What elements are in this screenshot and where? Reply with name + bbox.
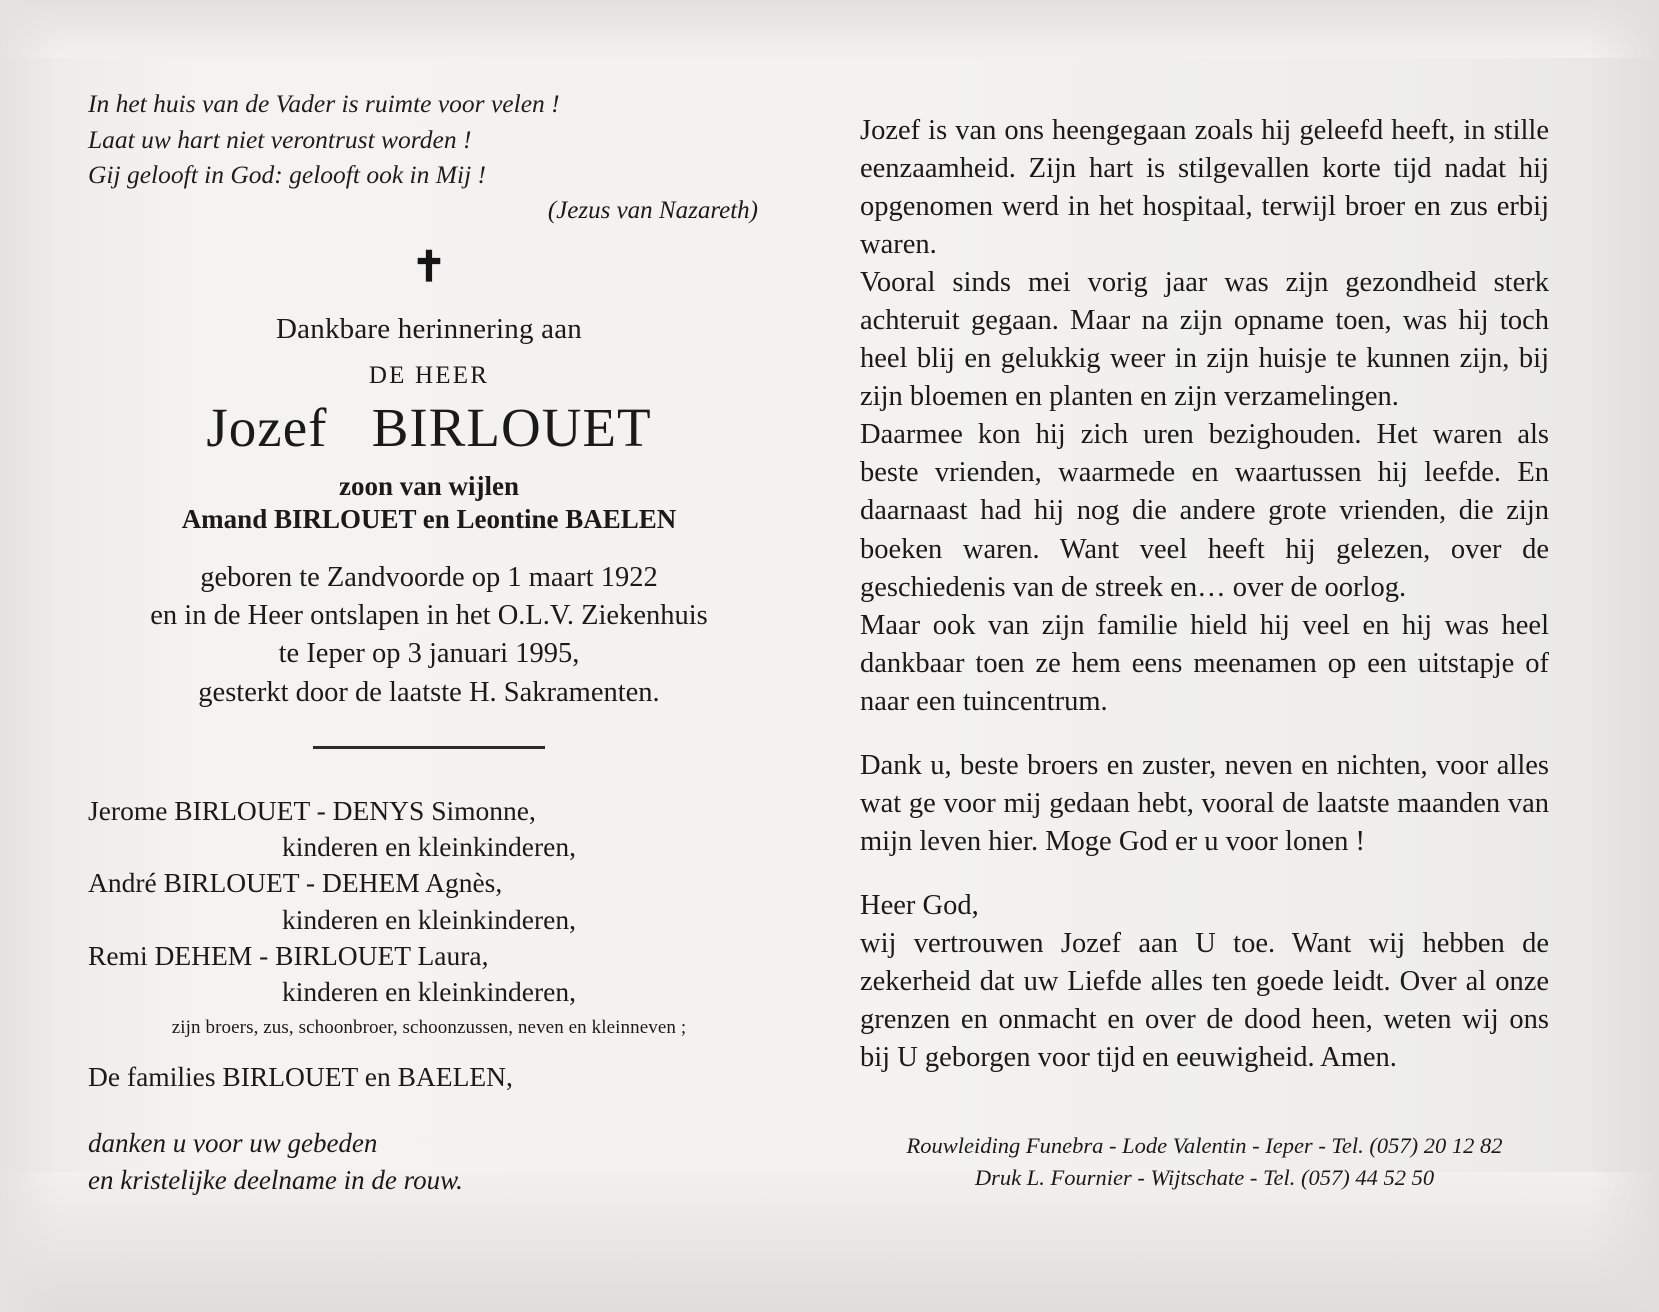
paragraph-prayer: wij vertrouwen Jozef aan U toe. Want wij hebben de zekerheid dat uw Liefde alles ten goede leidt. Over al onze grenzen en onmacht en over de dood heen, weten wij ons bij U geborgen voor tijd en eeuwigheid. Amen. [860,927,1549,1074]
list-item: kinderen en kleinkinderen, [282,831,576,863]
funeral-director-line: Rouwleiding Funebra - Lode Valentin - Ieper - Tel. (057) 20 12 82 [906,1133,1503,1159]
printer-credits [860,1130,1549,1194]
verse-line-2: Laat uw hart niet verontrust worden ! [88,124,472,154]
list-item: kinderen en kleinkinderen, [282,976,576,1008]
eulogy-text [860,112,1549,1077]
paragraph: Maar ook van zijn familie hield hij veel en hij was heel dankbaar toen ze hem eens meenamen op een uitstapje of naar een tuincentrum. [860,609,1549,717]
honorific-title: DE HEER [368,362,490,390]
verse-attribution: (Jezus van Nazareth) [547,197,758,225]
paragraph: Jozef is van ons heengegaan zoals hij geleefd heeft, in stille eenzaamheid. Zijn hart is stilgevallen korte tijd nadat hij opgenomen werd in het hospitaal, terwijl broer en zus erbij waren. [860,115,1549,261]
list-item: Jerome BIRLOUET - DENYS Simonne, [88,794,536,826]
bible-verse [88,86,770,193]
verse-line-1: In het huis van de Vader is ruimte voor velen ! [88,89,560,118]
memoriam-intro: Dankbare herinnering aan [276,313,582,346]
detail-line-1: geboren te Zandvoorde op 1 maart 1922 [200,562,658,594]
parents-names: Amand BIRLOUET en Leontine BAELEN [181,504,677,535]
deceased-last-name: BIRLOUET [371,397,652,459]
deceased-name [88,396,770,459]
detail-line-3: te Ieper op 3 januari 1995, [278,638,580,670]
thanks-line-1: danken u voor uw gebeden [88,1127,378,1158]
list-item: André BIRLOUET - DEHEM Agnès, [88,867,503,899]
prayer-opening: Heer God, [860,889,979,921]
detail-line-4: gesterkt door de laatste H. Sakramenten. [198,676,660,708]
families-line: De families BIRLOUET en BAELEN, [88,1060,513,1092]
detail-line-2: en in de Heer ontslapen in het O.L.V. Ziekenhuis [150,600,708,632]
life-details [88,559,770,712]
thanks-text [88,1125,770,1200]
paragraph: Daarmee kon hij zich uren bezighouden. Het waren als beste vrienden, waarmede en waartussen hij leefde. En daarnaast had hij nog die andere grote vrienden, die zijn boeken waren. Want veel heeft hij gelezen, over de geschiedenis van de streek en… over de oorlog. [860,419,1549,603]
cross-icon: ✝ [411,245,447,292]
paragraph-thanks: Dank u, beste broers en zuster, neven en nichten, voor alles wat ge voor mij gedaan hebt, vooral de laatste maanden van mijn leven hier. Moge God er u voor lonen ! [860,749,1549,857]
family-list [88,793,770,1011]
divider [313,746,545,749]
right-column [830,0,1659,1312]
list-item: kinderen en kleinkinderen, [282,903,576,935]
deceased-first-name: Jozef [206,397,328,459]
parents-lead: zoon van wijlen [338,471,519,502]
list-item: Remi DEHEM - BIRLOUET Laura, [88,940,489,971]
verse-line-3: Gij gelooft in God: gelooft ook in Mij ! [88,160,487,190]
paragraph: Vooral sinds mei vorig jaar was zijn gezondheid sterk achteruit gegaan. Maar na zijn opname toen, was hij toch heel blij en gelukkig weer in zijn huisje te kunnen zijn, bij zijn bloemen en planten en zijn verzamelingen. [860,267,1549,413]
thanks-line-2: en kristelijke deelname in de rouw. [88,1164,463,1195]
printer-line: Druk L. Fournier - Wijtschate - Tel. (057) 44 52 50 [974,1165,1435,1191]
relations-note: zijn broers, zus, schoonbroer, schoonzussen, neven en kleinneven ; [171,1016,687,1038]
